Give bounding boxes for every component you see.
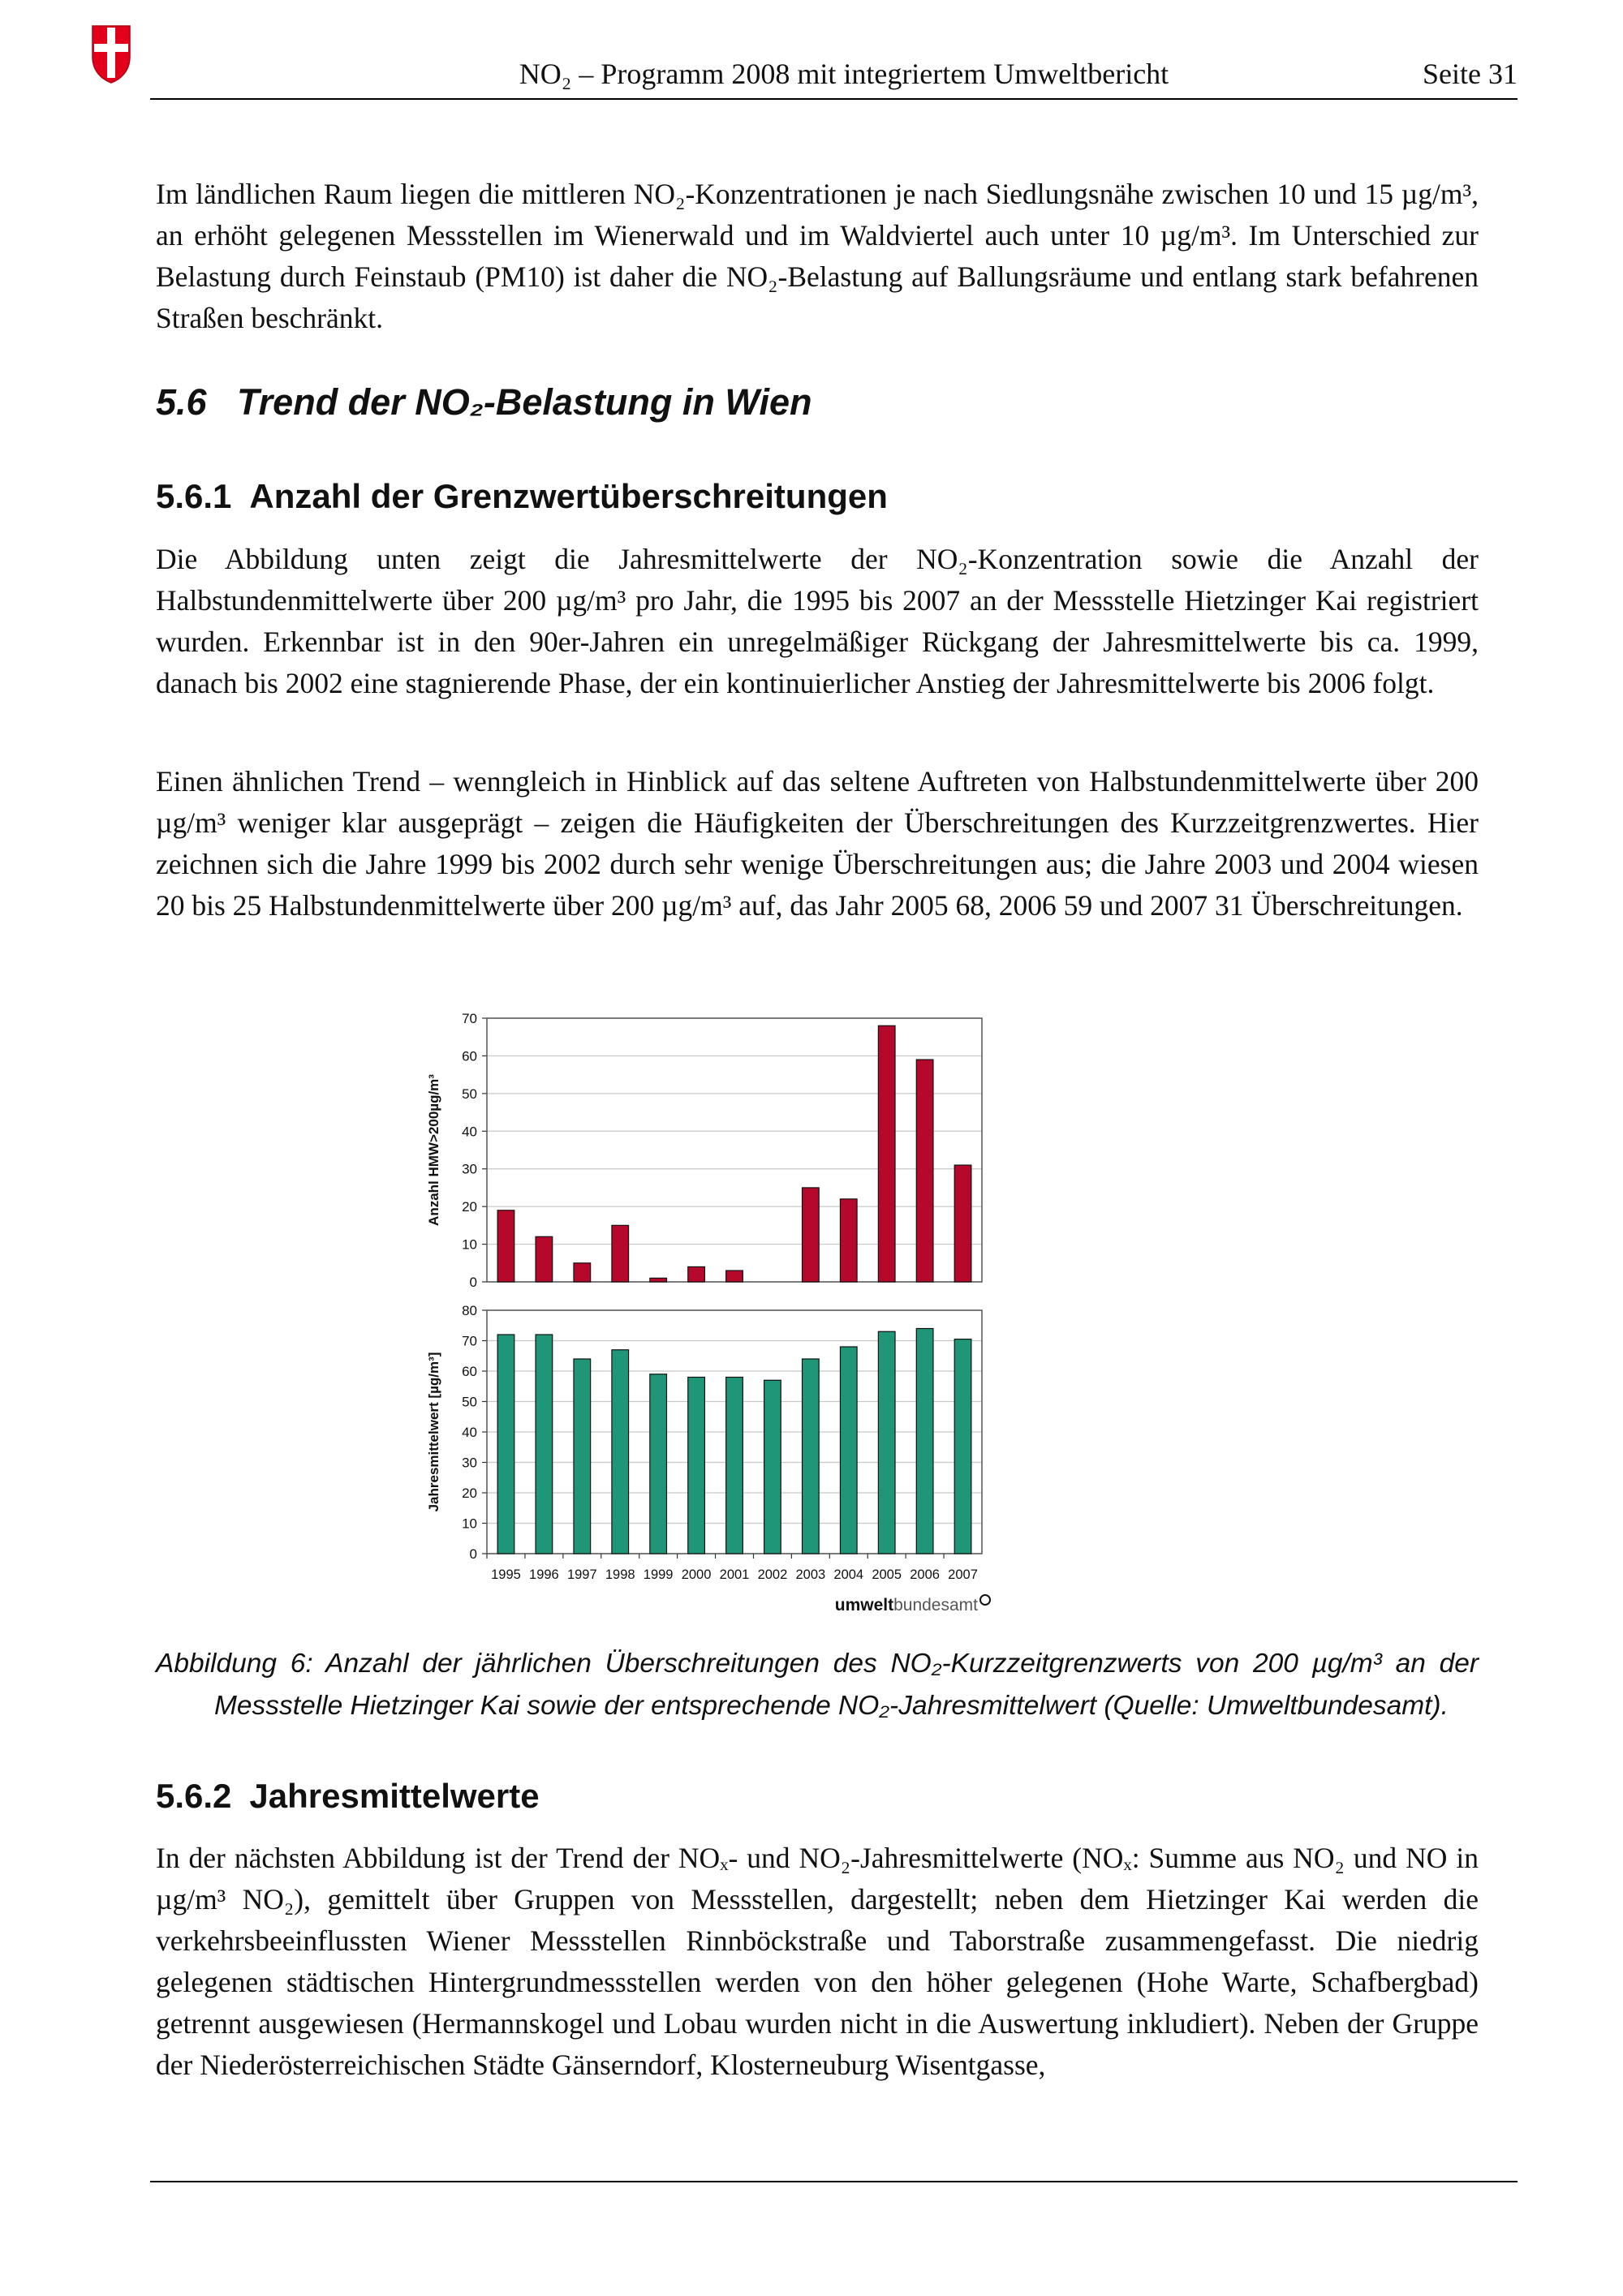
y-tick-label: 40: [462, 1425, 477, 1440]
bar-1999: [650, 1374, 667, 1554]
bar-2005: [878, 1331, 895, 1554]
y-tick-label: 50: [462, 1086, 477, 1102]
y-tick-label: 60: [462, 1048, 477, 1064]
bar-2000: [688, 1378, 705, 1554]
annual-mean-chart: [426, 1303, 982, 1562]
x-tick-label-1997: 1997: [566, 1567, 597, 1582]
y-tick-label: 20: [462, 1486, 477, 1501]
bar-2003: [803, 1188, 820, 1282]
bar-2003: [803, 1359, 820, 1554]
section-heading-5-6: [156, 381, 812, 424]
paragraph-annual-means: In der nächsten Abbildung ist der Trend der NOₓ- und NO₂-Jahresmittelwerte (NOₓ: Summe aus NO₂ und NO in µg/m³ NO₂), gemittelt über Gruppen von Messstellen, dargestellt; neben dem Hietzinger Kai werden die verkehrsbeeinflussten Wiener Messstellen Rinnböckstraße und Taborstraße zusammengefasst. Die niedrig gelegenen städtischen Hintergrundmessstellen werden von den höher gelegenen (Hohe Warte, Schafbergbad) getrennt ausgewiesen (Hermannskogel und Lobau wurden nicht in die Auswertung inkludiert). Neben der Gruppe der Niederösterreichischen Städte Gänserndorf, Klosterneuburg Wisentgasse,: [156, 1842, 1479, 2081]
x-tick-label-2002: 2002: [757, 1567, 788, 1582]
bar-2000: [688, 1266, 705, 1282]
section-number: 5.6: [156, 381, 207, 423]
x-tick-label-2000: 2000: [681, 1567, 712, 1582]
x-tick-label-2003: 2003: [795, 1567, 826, 1582]
bar-1998: [612, 1350, 629, 1554]
paragraph-rural-concentrations: Im ländlichen Raum liegen die mittleren NO₂-Konzentrationen je nach Siedlungsnähe zwischen 10 und 15 µg/m³, an erhöht gelegenen Messstellen im Wienerwald und im Waldviertel auch unter 10 µg/m³. Im Unterschied zur Belastung durch Feinstaub (PM10) ist daher die NO₂-Belastung auf Ballungsräume und entlang stark befahrenen Straßen beschränkt.: [156, 178, 1479, 334]
y-tick-label: 70: [462, 1333, 477, 1349]
x-tick-label-2001: 2001: [719, 1567, 750, 1582]
vienna-coat-of-arms-icon: [91, 24, 131, 84]
bar-1998: [612, 1225, 629, 1282]
section-heading-5-6-1: [156, 477, 888, 516]
bar-1995: [497, 1335, 514, 1554]
section-number: 5.6.1: [156, 477, 232, 515]
bar-2007: [954, 1165, 971, 1282]
caption-line-2: Messstelle Hietzinger Kai sowie der entsprechende NO₂-Jahresmittelwert (Quelle: Umweltbundesamt).: [214, 1691, 1449, 1721]
x-tick-label-1995: 1995: [491, 1567, 521, 1582]
bar-2006: [916, 1060, 933, 1282]
bar-2002: [764, 1380, 781, 1554]
y-tick-label: 30: [462, 1161, 477, 1177]
section-title: Jahresmittelwerte: [249, 1777, 540, 1815]
header-title: NO₂ – Programm 2008 mit integriertem Umweltbericht: [519, 58, 1169, 90]
paragraph-exceedance-trend: Einen ähnlichen Trend – wenngleich in Hinblick auf das seltene Auftreten von Halbstundenmittelwerte über 200 µg/m³ weniger klar ausgeprägt – zeigen die Häufigkeiten der Überschreitungen des Kurzzeitgrenzwertes. Hier zeichnen sich die Jahre 1999 bis 2002 durch sehr wenige Überschreitungen aus; die Jahre 2003 und 2004 wiesen 20 bis 25 Halbstundenmittelwerte über 200 µg/m³ auf, das Jahr 2005 68, 2006 59 und 2007 31 Überschreitungen.: [156, 765, 1479, 922]
section-heading-5-6-2: [156, 1777, 540, 1816]
umweltbundesamt-logo: [835, 1596, 978, 1615]
bar-2005: [878, 1025, 895, 1282]
x-tick-label-1999: 1999: [643, 1567, 674, 1582]
y-axis-label: Jahresmittelwert [µg/m³]: [426, 1352, 441, 1512]
x-tick-label-2006: 2006: [910, 1567, 940, 1582]
header-rule: [150, 98, 1518, 100]
no2-trend-chart: [406, 1002, 1087, 1627]
logo-text-bold: umwelt: [834, 1596, 894, 1615]
bar-2006: [916, 1329, 933, 1554]
plot-frame: [487, 1018, 982, 1282]
bar-1996: [536, 1236, 553, 1282]
y-tick-label: 60: [462, 1364, 477, 1379]
section-title: Trend der NO₂-Belastung in Wien: [237, 381, 812, 423]
exceedance-count-chart: [426, 1011, 982, 1290]
y-tick-label: 0: [469, 1546, 477, 1562]
y-tick-label: 0: [469, 1275, 477, 1290]
caption-line-1: Abbildung 6: Anzahl der jährlichen Überschreitungen des NO₂-Kurzzeitgrenzwerts von 200 µg/m³ an der: [156, 1649, 1479, 1679]
y-axis-label: Anzahl HMW>200µg/m³: [426, 1074, 441, 1226]
section-title: Anzahl der Grenzwertüberschreitungen: [249, 477, 888, 515]
footer-rule: [150, 2181, 1518, 2182]
x-tick-label-2005: 2005: [872, 1567, 902, 1582]
x-tick-label-1998: 1998: [605, 1567, 635, 1582]
y-tick-label: 40: [462, 1124, 477, 1140]
y-tick-label: 80: [462, 1303, 477, 1318]
y-tick-label: 70: [462, 1011, 477, 1026]
y-tick-label: 50: [462, 1394, 477, 1410]
bar-1995: [497, 1210, 514, 1282]
y-tick-label: 10: [462, 1516, 477, 1532]
bar-2001: [726, 1271, 743, 1282]
logo-text-regular: bundesamt: [893, 1596, 978, 1615]
page-number: Seite 31: [1423, 58, 1518, 90]
year-axis: [487, 1554, 978, 1582]
section-number: 5.6.2: [156, 1777, 232, 1815]
bar-1999: [650, 1278, 667, 1282]
y-tick-label: 10: [462, 1236, 477, 1253]
bar-2001: [726, 1378, 743, 1554]
x-tick-label-2004: 2004: [833, 1567, 864, 1582]
paragraph-figure-description: Die Abbildung unten zeigt die Jahresmittelwerte der NO₂-Konzentration sowie die Anzahl der Halbstundenmittelwerte über 200 µg/m³ pro Jahr, die 1995 bis 2007 an der Messstelle Hietzinger Kai registriert wurden. Erkennbar ist in den 90er-Jahren ein unregelmäßiger Rückgang der Jahresmittelwerte bis ca. 1999, danach bis 2002 eine stagnierende Phase, der ein kontinuierlicher Anstieg der Jahresmittelwerte bis 2006 folgt.: [156, 543, 1479, 699]
bar-2004: [840, 1347, 857, 1554]
bar-1996: [536, 1335, 553, 1554]
bar-2004: [840, 1199, 857, 1282]
y-tick-label: 30: [462, 1455, 477, 1471]
bar-1997: [574, 1359, 591, 1554]
bar-1997: [574, 1263, 591, 1282]
x-tick-label-1996: 1996: [529, 1567, 559, 1582]
x-tick-label-2007: 2007: [948, 1567, 978, 1582]
logo-registered-mark: [980, 1595, 990, 1605]
figure-caption: [156, 1643, 1479, 1727]
bar-2007: [954, 1339, 971, 1554]
y-tick-label: 20: [462, 1199, 477, 1215]
